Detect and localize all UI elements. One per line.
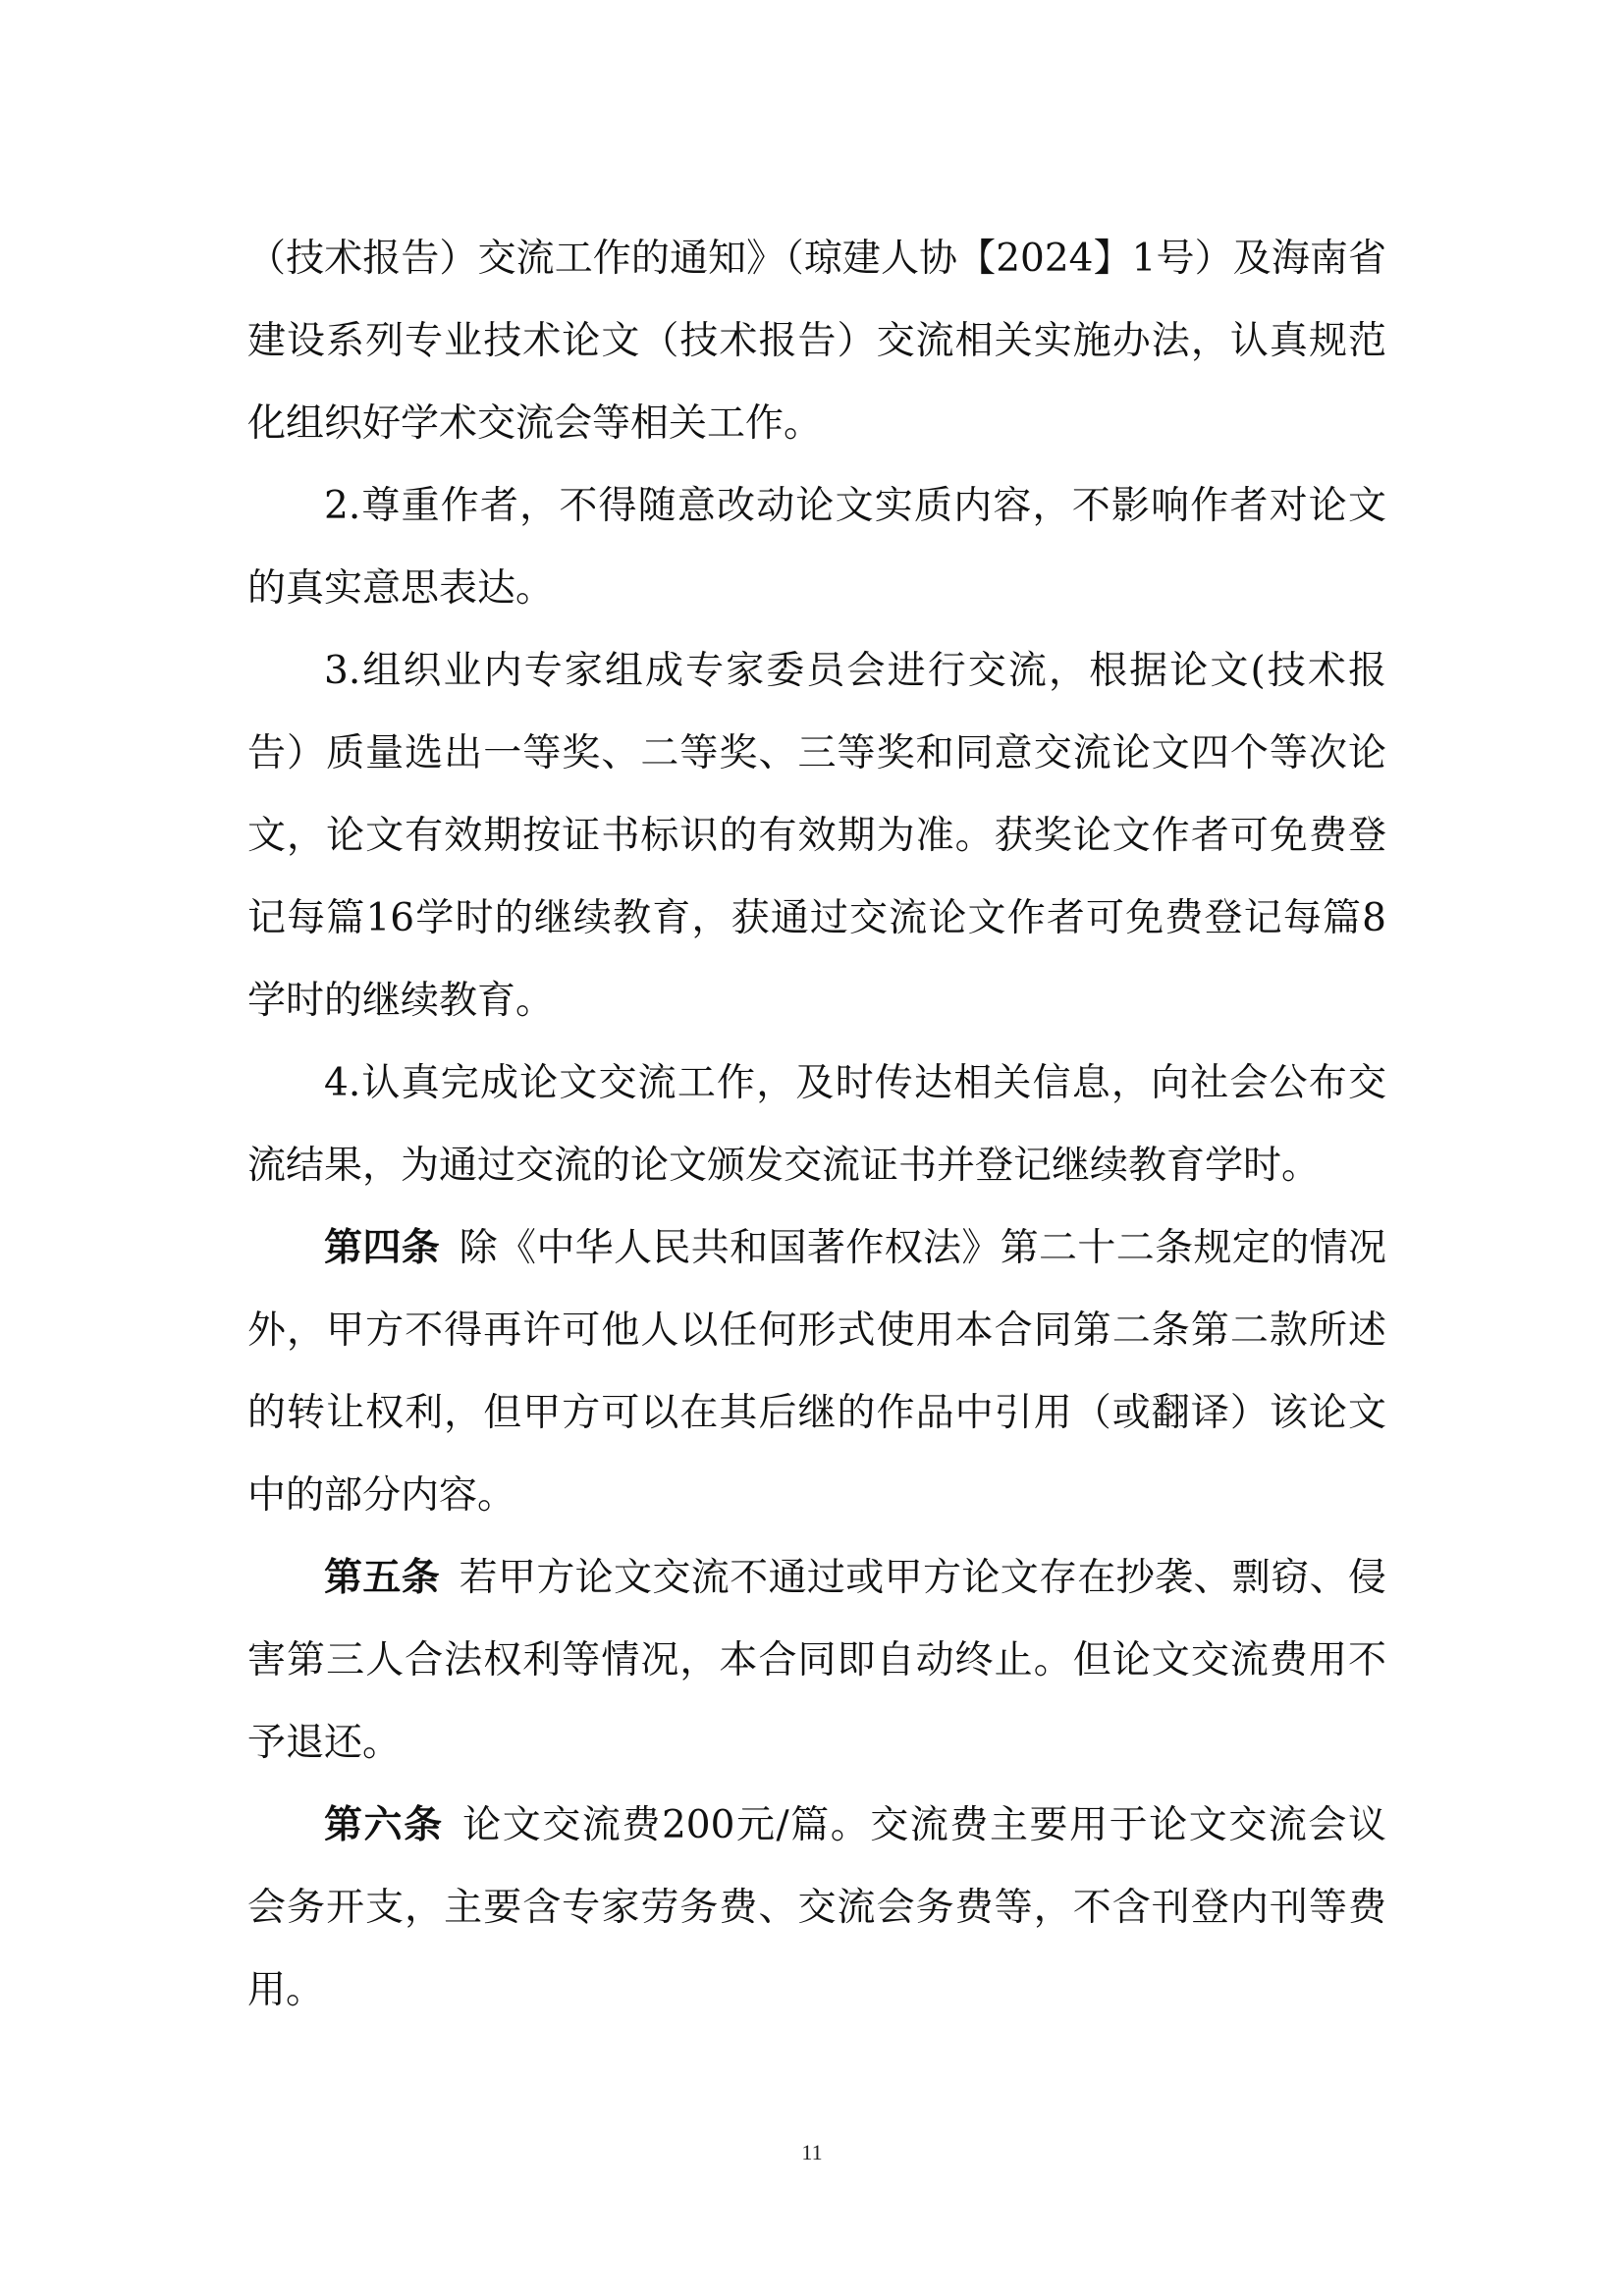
article-4-title: 第四条 [324,1226,441,1270]
article-6 [247,1785,1386,2032]
article-6-title: 第六条 [324,1803,444,1847]
article-4-text: 除《中华人民共和国著作权法》第二十二条规定的情况外，甲方不得再许可他人以任何形式使用本合同第二条第二款所述的转让权利，但甲方可以在其后继的作品中引用（或翻译）该论文中的部分内容。 [247,1226,1386,1518]
paragraph-item-3: 3.组织业内专家组成专家委员会进行交流，根据论文(技术报告）质量选出一等奖、二等奖、三等奖和同意交流论文四个等次论文，论文有效期按证书标识的有效期为准。获奖论文作者可免费登记每篇16学时的继续教育，获通过交流论文作者可免费登记每篇8学时的继续教育。 [247,649,1386,1023]
paragraph-item-4: 4.认真完成论文交流工作，及时传达相关信息，向社会公布交流结果，为通过交流的论文颁发交流证书并登记继续教育学时。 [247,1061,1386,1188]
paragraph-item-2: 2.尊重作者，不得随意改动论文实质内容，不影响作者对论文的真实意思表达。 [247,484,1386,611]
article-5 [247,1537,1386,1785]
article-6-text: 论文交流费200元/篇。交流费主要用于论文交流会议会务开支，主要含专家劳务费、交流会务费等，不含刊登内刊等费用。 [247,1803,1386,2012]
article-5-text: 若甲方论文交流不通过或甲方论文存在抄袭、剽窃、侵害第三人合法权利等情况，本合同即自动终止。但论文交流费用不予退还。 [247,1556,1386,1765]
article-5-title: 第五条 [324,1556,441,1600]
article-4 [247,1207,1386,1537]
page-number: 11 [801,2140,823,2164]
paragraph-continuation: （技术报告）交流工作的通知》（琼建人协【2024】1号）及海南省建设系列专业技术论文（技术报告）交流相关实施办法，认真规范化组织好学术交流会等相关工作。 [247,237,1386,446]
document-body [247,218,1386,2032]
